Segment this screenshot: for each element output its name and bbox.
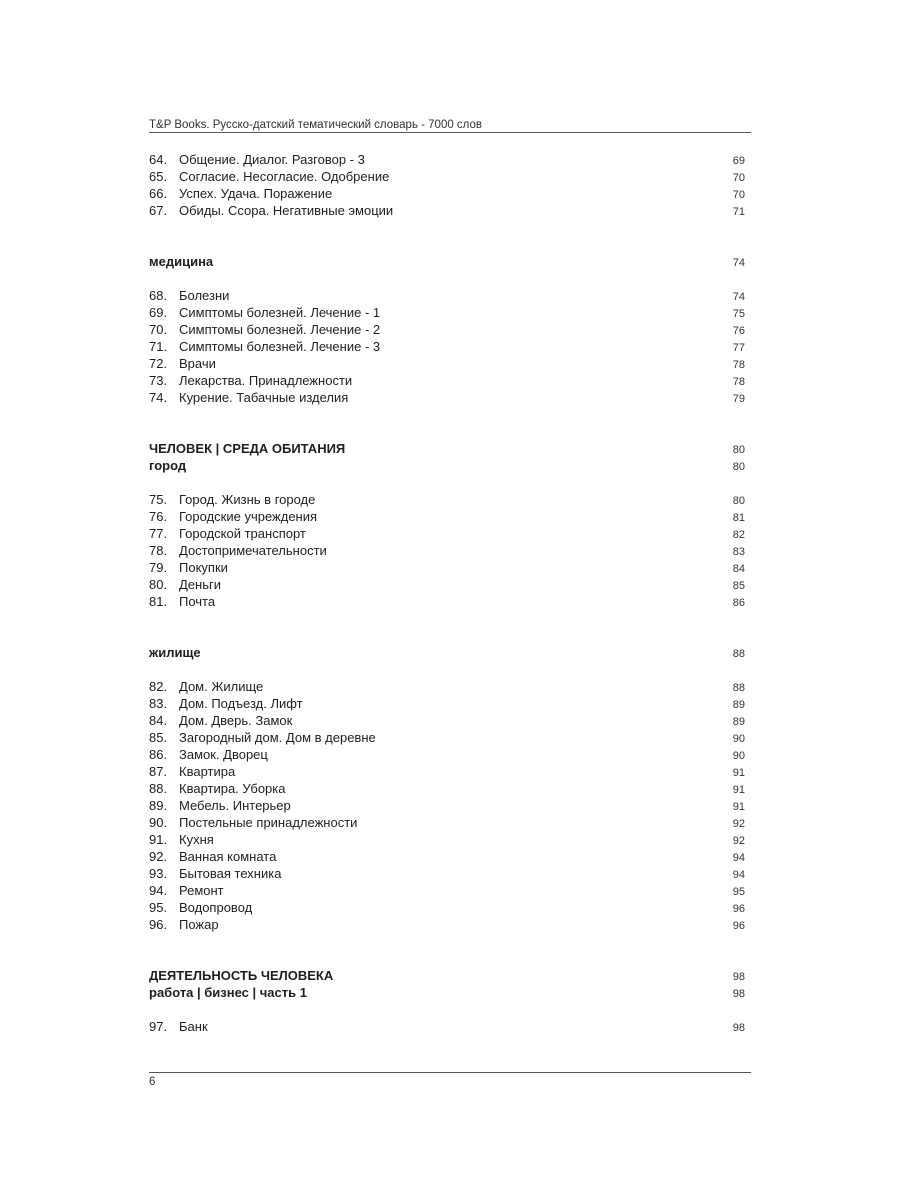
toc-spacer: [149, 219, 745, 253]
toc-entry-title: Почта: [179, 594, 216, 609]
toc-heading-title: медицина: [149, 254, 214, 269]
toc-entry-number: 69.: [149, 305, 168, 320]
toc-entry-title: Покупки: [179, 560, 228, 575]
toc-entry: [149, 389, 745, 406]
toc-entry-number: 97.: [149, 1019, 168, 1034]
toc-page-number: 92: [732, 835, 745, 847]
toc-entry-title: Курение. Табачные изделия: [179, 390, 349, 405]
toc-entry-title: Дом. Дверь. Замок: [179, 713, 293, 728]
toc-section-heading: [149, 457, 745, 474]
toc-entry-title: Бытовая техника: [179, 866, 282, 881]
toc-entry-title: Загородный дом. Дом в деревне: [179, 730, 376, 745]
toc-entry: [149, 151, 745, 168]
toc-entry: [149, 899, 745, 916]
toc-heading-title: работа | бизнес | часть 1: [149, 985, 307, 1000]
toc-entry: [149, 831, 745, 848]
toc-entry-title: Обиды. Ссора. Негативные эмоции: [179, 203, 394, 218]
toc-entry: [149, 559, 745, 576]
toc-entry: [149, 814, 745, 831]
toc-page-number: 85: [732, 580, 745, 592]
toc-page-number: 69: [732, 155, 745, 167]
toc-entry: [149, 780, 745, 797]
toc-page-number: 86: [732, 597, 745, 609]
toc-entry-number: 86.: [149, 747, 168, 762]
toc-entry: [149, 593, 745, 610]
toc-entry-number: 71.: [149, 339, 168, 354]
toc-entry-title: Общение. Диалог. Разговор - 3: [179, 152, 365, 167]
toc-page-number: 88: [732, 648, 745, 660]
toc-entry-title: Мебель. Интерьер: [179, 798, 291, 813]
toc-page-number: 90: [732, 733, 745, 745]
toc-entry-number: 77.: [149, 526, 168, 541]
toc-page-number: 74: [732, 257, 745, 269]
toc-entry-title: Банк: [179, 1019, 208, 1034]
toc-entry-title: Замок. Дворец: [179, 747, 268, 762]
toc-entry-number: 68.: [149, 288, 168, 303]
toc-page-number: 70: [732, 189, 745, 201]
toc-page-number: 94: [732, 869, 745, 881]
toc-entry: [149, 355, 745, 372]
toc-entry: [149, 763, 745, 780]
toc-page-number: 81: [732, 512, 745, 524]
toc-entry-title: Достопримечательности: [179, 543, 327, 558]
toc-page-number: 91: [732, 784, 745, 796]
toc-heading-title: город: [149, 458, 187, 473]
toc-page-number: 78: [732, 359, 745, 371]
toc-entry: [149, 1018, 745, 1035]
toc-page-number: 80: [732, 495, 745, 507]
toc-spacer: [149, 661, 745, 678]
footer-divider: [149, 1072, 751, 1073]
toc-section-heading: [149, 440, 745, 457]
toc-page-number: 84: [732, 563, 745, 575]
toc-entry-title: Водопровод: [179, 900, 253, 915]
toc-entry-number: 73.: [149, 373, 168, 388]
toc-entry-number: 70.: [149, 322, 168, 337]
toc-entry: [149, 695, 745, 712]
toc-spacer: [149, 1001, 745, 1018]
toc-entry: [149, 797, 745, 814]
toc-entry-number: 88.: [149, 781, 168, 796]
toc-entry-title: Симптомы болезней. Лечение - 1: [179, 305, 381, 320]
toc-entry: [149, 168, 745, 185]
toc-spacer: [149, 610, 745, 644]
toc-page-number: 83: [732, 546, 745, 558]
toc-entry-number: 89.: [149, 798, 168, 813]
toc-entry-title: Дом. Подъезд. Лифт: [179, 696, 303, 711]
toc-entry: [149, 678, 745, 695]
toc-entry-number: 78.: [149, 543, 168, 558]
toc-entry-number: 80.: [149, 577, 168, 592]
toc-page-number: 76: [732, 325, 745, 337]
toc-entry-number: 90.: [149, 815, 168, 830]
toc-heading-title: ДЕЯТЕЛЬНОСТЬ ЧЕЛОВЕКА: [149, 968, 334, 983]
toc-page-number: 74: [732, 291, 745, 303]
toc-entry-title: Ремонт: [179, 883, 224, 898]
toc-section-heading: [149, 644, 745, 661]
table-of-contents: [149, 151, 745, 1035]
toc-entry-title: Врачи: [179, 356, 216, 371]
toc-section-heading: [149, 253, 745, 270]
toc-entry: [149, 525, 745, 542]
toc-entry-number: 94.: [149, 883, 168, 898]
toc-heading-title: ЧЕЛОВЕК | СРЕДА ОБИТАНИЯ: [149, 441, 346, 456]
toc-entry-title: Симптомы болезней. Лечение - 2: [179, 322, 381, 337]
toc-section-heading: [149, 984, 745, 1001]
toc-entry-number: 74.: [149, 390, 168, 405]
toc-section-heading: [149, 967, 745, 984]
toc-page-number: 71: [732, 206, 745, 218]
toc-entry: [149, 338, 745, 355]
toc-entry-number: 82.: [149, 679, 168, 694]
toc-page-number: 78: [732, 376, 745, 388]
toc-page-number: 80: [732, 461, 745, 473]
toc-page-number: 91: [732, 767, 745, 779]
toc-entry-number: 81.: [149, 594, 168, 609]
toc-entry-title: Постельные принадлежности: [179, 815, 358, 830]
toc-entry-number: 72.: [149, 356, 168, 371]
toc-entry-title: Квартира. Уборка: [179, 781, 286, 796]
toc-page-number: 90: [732, 750, 745, 762]
toc-spacer: [149, 933, 745, 967]
toc-entry-number: 92.: [149, 849, 168, 864]
toc-page-number: 89: [732, 716, 745, 728]
toc-entry-number: 65.: [149, 169, 168, 184]
toc-entry-title: Пожар: [179, 917, 219, 932]
toc-entry-number: 79.: [149, 560, 168, 575]
toc-page-number: 77: [732, 342, 745, 354]
toc-entry-number: 75.: [149, 492, 168, 507]
toc-page-number: 89: [732, 699, 745, 711]
toc-entry: [149, 576, 745, 593]
toc-entry-number: 67.: [149, 203, 168, 218]
toc-entry-number: 76.: [149, 509, 168, 524]
toc-entry: [149, 542, 745, 559]
toc-entry-number: 66.: [149, 186, 168, 201]
toc-page-number: 98: [732, 988, 745, 1000]
toc-entry-number: 64.: [149, 152, 168, 167]
toc-page-number: 98: [732, 1022, 745, 1034]
toc-entry-title: Симптомы болезней. Лечение - 3: [179, 339, 381, 354]
toc-entry-title: Ванная комната: [179, 849, 277, 864]
toc-entry-title: Городской транспорт: [179, 526, 306, 541]
toc-page-number: 96: [732, 903, 745, 915]
toc-entry-number: 84.: [149, 713, 168, 728]
toc-page-number: 80: [732, 444, 745, 456]
toc-entry: [149, 712, 745, 729]
toc-page-number: 91: [732, 801, 745, 813]
toc-entry-number: 87.: [149, 764, 168, 779]
toc-entry: [149, 185, 745, 202]
toc-entry-title: Квартира: [179, 764, 236, 779]
toc-page-number: 95: [732, 886, 745, 898]
toc-entry: [149, 321, 745, 338]
toc-entry: [149, 508, 745, 525]
toc-entry-number: 93.: [149, 866, 168, 881]
toc-spacer: [149, 406, 745, 440]
toc-entry-title: Городские учреждения: [179, 509, 318, 524]
toc-entry: [149, 865, 745, 882]
toc-entry-title: Успех. Удача. Поражение: [179, 186, 333, 201]
toc-entry: [149, 729, 745, 746]
toc-page-number: 96: [732, 920, 745, 932]
toc-entry-title: Город. Жизнь в городе: [179, 492, 316, 507]
toc-page-number: 82: [732, 529, 745, 541]
header-divider: [149, 132, 751, 133]
toc-entry: [149, 916, 745, 933]
toc-entry: [149, 304, 745, 321]
toc-entry-number: 95.: [149, 900, 168, 915]
toc-entry: [149, 848, 745, 865]
toc-entry-title: Болезни: [179, 288, 230, 303]
toc-entry-number: 85.: [149, 730, 168, 745]
toc-heading-title: жилище: [149, 645, 201, 660]
toc-entry-title: Согласие. Несогласие. Одобрение: [179, 169, 390, 184]
toc-entry: [149, 287, 745, 304]
toc-page-number: 75: [732, 308, 745, 320]
toc-spacer: [149, 474, 745, 491]
toc-page-number: 70: [732, 172, 745, 184]
toc-entry-number: 83.: [149, 696, 168, 711]
toc-entry-title: Дом. Жилище: [179, 679, 264, 694]
toc-entry: [149, 491, 745, 508]
toc-spacer: [149, 270, 745, 287]
running-header: T&P Books. Русско-датский тематический словарь - 7000 слов: [149, 119, 483, 131]
toc-entry: [149, 372, 745, 389]
toc-page-number: 94: [732, 852, 745, 864]
toc-entry-number: 91.: [149, 832, 168, 847]
toc-page-number: 79: [732, 393, 745, 405]
toc-entry-title: Деньги: [179, 577, 221, 592]
toc-entry: [149, 202, 745, 219]
toc-page-number: 98: [732, 971, 745, 983]
toc-entry-title: Кухня: [179, 832, 214, 847]
toc-entry-number: 96.: [149, 917, 168, 932]
toc-page-number: 88: [732, 682, 745, 694]
toc-entry-title: Лекарства. Принадлежности: [179, 373, 353, 388]
toc-page-number: 92: [732, 818, 745, 830]
page-number: 6: [149, 1076, 156, 1088]
toc-entry: [149, 746, 745, 763]
toc-entry: [149, 882, 745, 899]
